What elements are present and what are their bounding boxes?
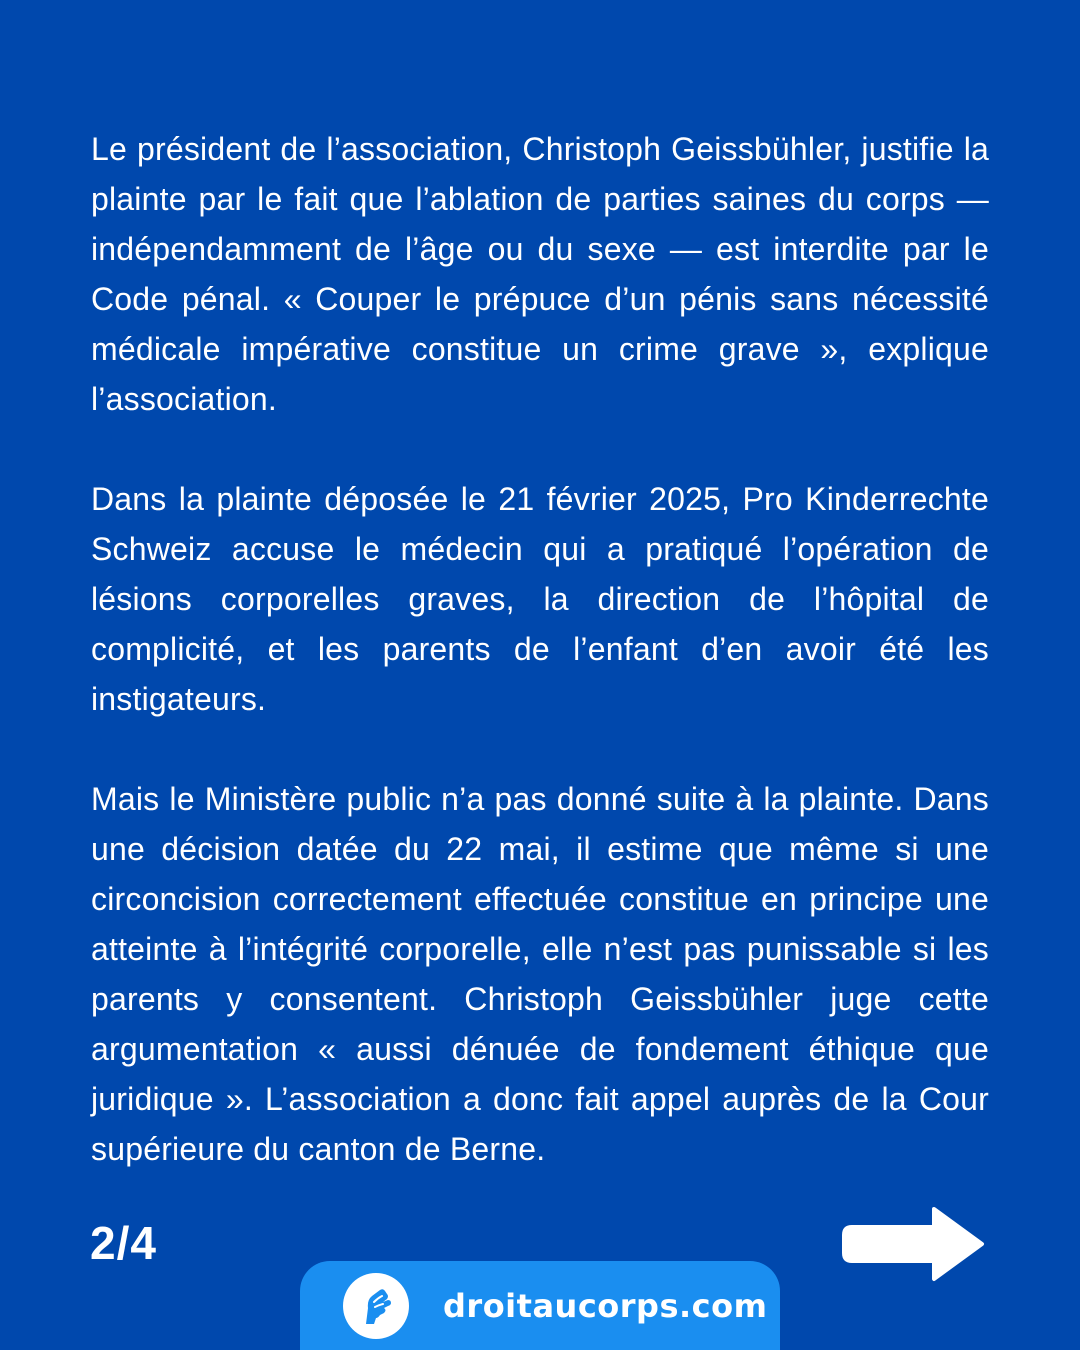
paragraph-1: Le président de l’association, Christoph Geissbühler, justifie la plainte par le fait que l’ablation de parties saines du corps — indépendamment de l’âge ou du sexe — est interdite par le Code pénal. « Couper le prépuce d’un pénis sans nécessité médicale impérative constitue un crime grave », explique l’association. [91,131,989,417]
page-indicator: 2/4 [90,1217,157,1269]
website-url[interactable]: droitaucorps.com [443,1286,768,1325]
paragraph-3: Mais le Ministère public n’a pas donné suite à la plainte. Dans une décision datée du 22 mai, il estime que même si une circoncision correctement effectuée constitue en principe une atteinte à l’intégrité corporelle, elle n’est pas punissable si les parents y consentent. Christoph Geissbühler juge cette argumentation « aussi dénuée de fondement éthique que juridique ». L’association a donc fait appel auprès de la Cour supérieure du canton de Berne. [91,781,989,1167]
article-body [91,124,989,1224]
arrow-right-icon[interactable] [842,1205,988,1283]
paragraph-2: Dans la plainte déposée le 21 février 2025, Pro Kinderrechte Schweiz accuse le médecin qui a pratiqué l’opération de lésions corporelles graves, la direction de l’hôpital de complicité, et les parents de l’enfant d’en avoir été les instigateurs. [91,481,989,717]
hand-logo-icon [343,1273,409,1339]
website-badge[interactable] [300,1261,780,1350]
